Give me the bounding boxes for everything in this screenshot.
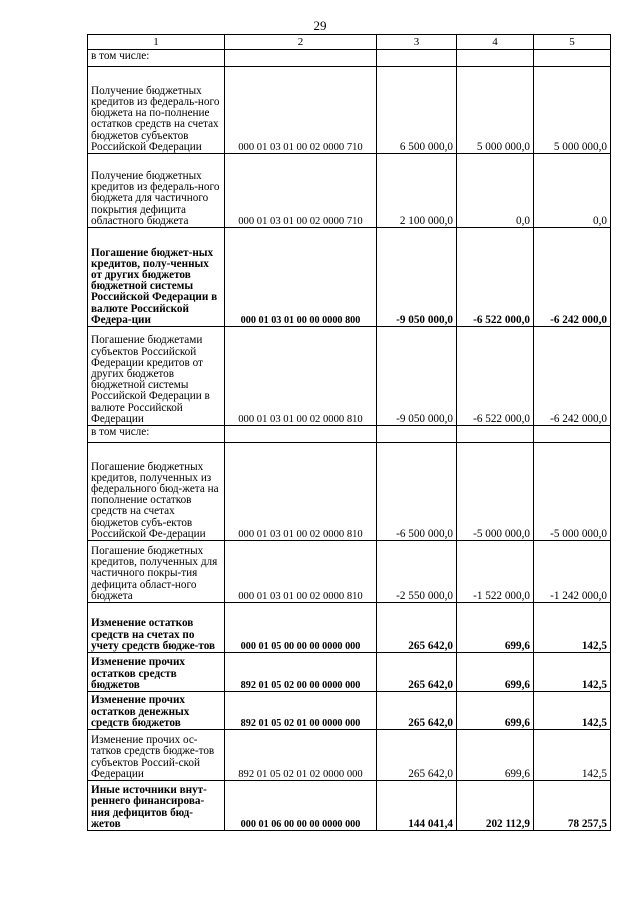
row-value-2: 0,0 (457, 154, 534, 228)
row-value-1 (377, 50, 457, 67)
table-row (88, 327, 611, 426)
row-value-1: 265 642,0 (377, 653, 457, 692)
row-code: 000 01 03 01 00 02 0000 810 (225, 327, 377, 426)
row-value-2: 5 000 000,0 (457, 67, 534, 154)
row-name: Изменение прочих остатков средств бюджетов (88, 653, 225, 692)
row-value-1: -6 500 000,0 (377, 443, 457, 541)
row-code: 000 01 03 01 00 02 0000 710 (225, 154, 377, 228)
row-code: 000 01 03 01 00 02 0000 710 (225, 67, 377, 154)
row-code: 000 01 03 01 00 02 0000 810 (225, 443, 377, 541)
table-row (88, 541, 611, 603)
row-value-1: 2 100 000,0 (377, 154, 457, 228)
row-code (225, 426, 377, 443)
table-row (88, 443, 611, 541)
row-value-2: -6 522 000,0 (457, 327, 534, 426)
row-value-3: 142,5 (534, 730, 611, 781)
row-value-3: 142,5 (534, 692, 611, 730)
row-name: Иные источники внут-реннего финансирова-ния дефицитов бюд-жетов (88, 781, 225, 831)
table-row (88, 730, 611, 781)
row-code: 000 01 03 01 00 02 0000 810 (225, 541, 377, 603)
row-value-3 (534, 50, 611, 67)
row-name: Погашение бюджет-ных кредитов, полу-ченных от других бюджетов бюджетной системы Российской Федерации в валюте Российской Федера-ции (88, 228, 225, 327)
row-value-3: 78 257,5 (534, 781, 611, 831)
row-code: 892 01 05 02 00 00 0000 000 (225, 653, 377, 692)
table-row (88, 50, 611, 67)
row-value-3: 142,5 (534, 603, 611, 653)
row-value-2 (457, 426, 534, 443)
table-row (88, 228, 611, 327)
row-name: Погашение бюджетных кредитов, полученных для частичного покры-тия дефицита област-ного бюджета (88, 541, 225, 603)
header-col-1: 1 (88, 35, 225, 50)
row-name: в том числе: (88, 50, 225, 67)
row-name: Получение бюджетных кредитов из федераль-ного бюджета для частичного покрытия дефицита областного бюджета (88, 154, 225, 228)
row-code: 000 01 03 01 00 00 0000 800 (225, 228, 377, 327)
row-value-1: 265 642,0 (377, 692, 457, 730)
table-row (88, 653, 611, 692)
table-row (88, 781, 611, 831)
row-value-1: 144 041,4 (377, 781, 457, 831)
row-value-3: -6 242 000,0 (534, 327, 611, 426)
row-value-2: 699,6 (457, 603, 534, 653)
row-name: Изменение прочих ос-татков средств бюдже-тов субъектов Россий-ской Федерации (88, 730, 225, 781)
row-value-2: -1 522 000,0 (457, 541, 534, 603)
row-value-2: 699,6 (457, 692, 534, 730)
row-name: в том числе: (88, 426, 225, 443)
row-value-2: -6 522 000,0 (457, 228, 534, 327)
budget-sources-table (87, 34, 611, 831)
row-value-2: 699,6 (457, 730, 534, 781)
row-name: Изменение прочих остатков денежных средств бюджетов (88, 692, 225, 730)
row-name: Получение бюджетных кредитов из федераль-ного бюджета на по-полнение остатков средств на счетах бюджетов субъектов Российской Федерации (88, 67, 225, 154)
row-name: Погашение бюджетных кредитов, полученных из федерального бюд-жета на пополнение остатков средств на счетах бюджетов субъ-ектов Российской Фе-дерации (88, 443, 225, 541)
table-row (88, 692, 611, 730)
row-value-1: 6 500 000,0 (377, 67, 457, 154)
table-row (88, 67, 611, 154)
row-value-2 (457, 50, 534, 67)
row-value-3: 142,5 (534, 653, 611, 692)
row-code: 892 01 05 02 01 00 0000 000 (225, 692, 377, 730)
row-value-3 (534, 426, 611, 443)
row-code: 000 01 06 00 00 00 0000 000 (225, 781, 377, 831)
page-number: 29 (313, 18, 327, 33)
row-value-1: -9 050 000,0 (377, 228, 457, 327)
row-code: 892 01 05 02 01 02 0000 000 (225, 730, 377, 781)
row-value-1: -9 050 000,0 (377, 327, 457, 426)
row-code (225, 50, 377, 67)
table-row (88, 154, 611, 228)
header-col-5: 5 (534, 35, 611, 50)
row-name: Изменение остатков средств на счетах по учету средств бюдже-тов (88, 603, 225, 653)
header-col-3: 3 (377, 35, 457, 50)
row-value-3: -5 000 000,0 (534, 443, 611, 541)
row-value-1 (377, 426, 457, 443)
row-code: 000 01 05 00 00 00 0000 000 (225, 603, 377, 653)
row-value-2: -5 000 000,0 (457, 443, 534, 541)
row-value-3: -6 242 000,0 (534, 228, 611, 327)
row-value-3: -1 242 000,0 (534, 541, 611, 603)
row-value-1: -2 550 000,0 (377, 541, 457, 603)
row-value-3: 0,0 (534, 154, 611, 228)
row-value-1: 265 642,0 (377, 730, 457, 781)
row-value-2: 699,6 (457, 653, 534, 692)
table-row (88, 426, 611, 443)
row-value-1: 265 642,0 (377, 603, 457, 653)
header-col-4: 4 (457, 35, 534, 50)
header-col-2: 2 (225, 35, 377, 50)
row-value-2: 202 112,9 (457, 781, 534, 831)
row-name: Погашение бюджетами субъектов Российской Федерации кредитов от других бюджетов бюджетной системы Российской Федерации в валюте Российской Федерации (88, 327, 225, 426)
table-row (88, 603, 611, 653)
row-value-3: 5 000 000,0 (534, 67, 611, 154)
header-row (88, 35, 611, 50)
